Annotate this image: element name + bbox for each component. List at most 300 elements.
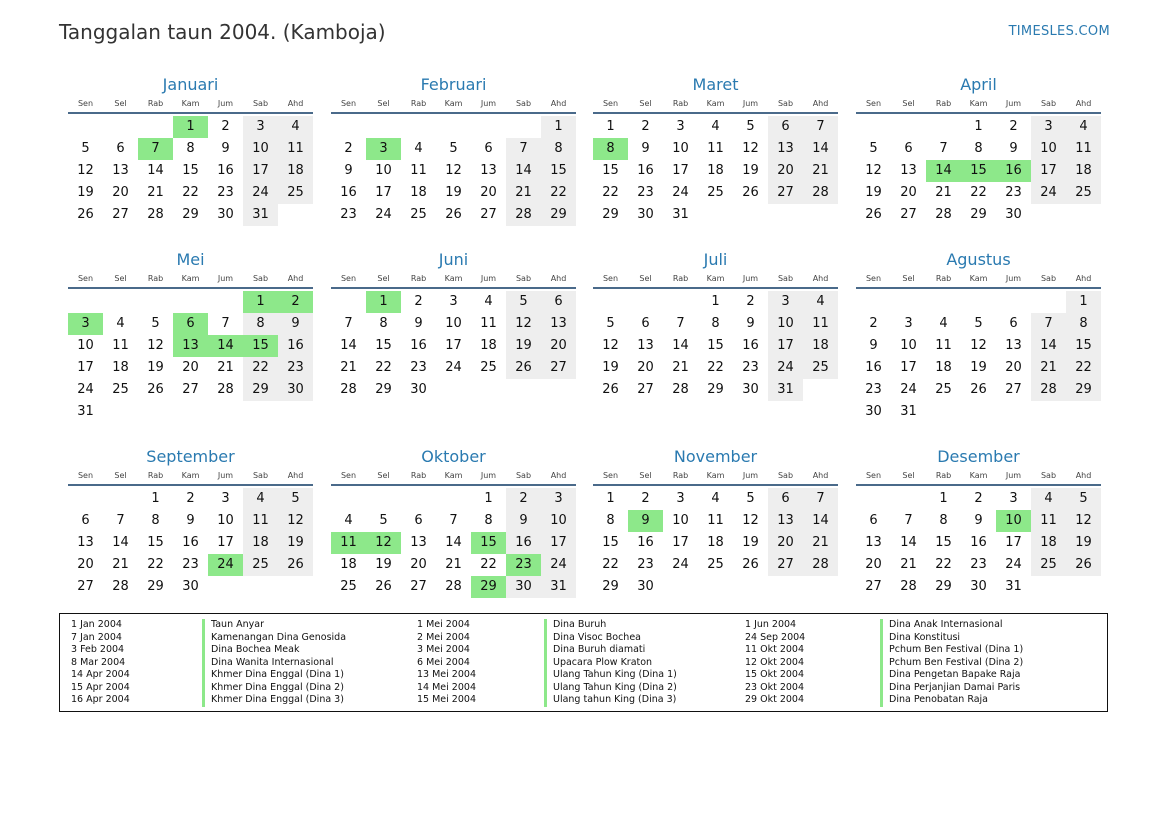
day-cell: 25 (112, 382, 129, 397)
day-cell: 12 (742, 141, 759, 156)
month-mei (68, 249, 313, 423)
day-grid (331, 488, 576, 598)
day-cell: 14 (112, 535, 129, 550)
day-cell: 2 (1009, 119, 1018, 134)
weekday-label: Sel (377, 99, 390, 108)
day-cell: 20 (1005, 360, 1022, 375)
legend-date: 14 Apr 2004 (71, 669, 130, 680)
day-cell: 5 (506, 291, 541, 313)
day-cell: 19 (77, 185, 94, 200)
day-cell: 25 (803, 357, 838, 379)
day-cell: 12 (1066, 510, 1101, 532)
day-cell: 20 (637, 360, 654, 375)
day-cell: 15 (935, 535, 952, 550)
day-cell: 29 (935, 579, 952, 594)
weekday-label: Ahd (1075, 471, 1092, 480)
day-cell: 22 (375, 360, 392, 375)
day-cell: 3 (449, 294, 458, 309)
legend-date: 1 Mei 2004 (417, 619, 470, 630)
day-cell: 5 (974, 316, 983, 331)
day-cell: 10 (243, 138, 278, 160)
month-februari (331, 74, 576, 226)
day-cell: 4 (1066, 116, 1101, 138)
day-cell: 8 (379, 316, 388, 331)
legend-date: 14 Mei 2004 (417, 681, 476, 693)
day-cell: 2 (974, 491, 983, 506)
month-name: Januari (162, 75, 219, 94)
day-cell: 18 (112, 360, 129, 375)
day-cell: 3 (366, 138, 401, 160)
day-cell: 11 (1066, 138, 1101, 160)
weekday-label: Ahd (550, 471, 567, 480)
day-cell: 30 (742, 382, 759, 397)
month-januari (68, 74, 313, 226)
month-april (856, 74, 1101, 226)
day-cell: 16 (637, 535, 654, 550)
day-cell: 11 (480, 316, 497, 331)
day-cell: 25 (340, 579, 357, 594)
day-cell: 7 (803, 116, 838, 138)
month-maret (593, 74, 838, 226)
legend-date: 29 Okt 2004 (745, 694, 805, 705)
day-cell: 30 (182, 579, 199, 594)
day-cell: 22 (602, 185, 619, 200)
day-cell: 20 (112, 185, 129, 200)
empty-cell (68, 291, 103, 313)
day-cell: 12 (366, 532, 401, 554)
legend-date: 8 Mar 2004 (71, 656, 126, 668)
month-desember (856, 446, 1101, 598)
weekday-label: Kam (969, 99, 988, 108)
legend-holiday-marker (202, 619, 205, 707)
day-cell: 18 (1031, 532, 1066, 554)
day-cell: 15 (1066, 335, 1101, 357)
empty-cell (926, 116, 961, 138)
weekday-label: Sen (602, 274, 619, 283)
day-cell: 3 (904, 316, 913, 331)
day-cell: 12 (278, 510, 313, 532)
weekday-header (331, 271, 576, 289)
day-cell: 22 (970, 185, 987, 200)
day-grid (593, 488, 838, 598)
day-cell: 5 (746, 119, 755, 134)
day-grid (856, 116, 1101, 226)
day-grid (331, 291, 576, 401)
legend-holiday-name: Dina Perjanjian Damai Paris (889, 681, 1021, 693)
legend-date: 12 Okt 2004 (745, 656, 805, 668)
weekday-label: Sel (902, 99, 915, 108)
day-cell: 11 (1031, 510, 1066, 532)
day-cell: 16 (637, 163, 654, 178)
day-cell: 11 (707, 141, 724, 156)
day-cell: 10 (445, 316, 462, 331)
empty-cell (506, 116, 541, 138)
day-cell: 13 (77, 535, 94, 550)
day-cell: 29 (602, 207, 619, 222)
empty-cell (1031, 291, 1066, 313)
day-cell: 18 (340, 557, 357, 572)
empty-cell (68, 116, 103, 138)
day-cell: 11 (410, 163, 427, 178)
day-cell: 19 (602, 360, 619, 375)
day-cell: 18 (410, 185, 427, 200)
day-cell: 6 (904, 141, 913, 156)
legend-holiday-name: Dina Penobatan Raja (889, 694, 988, 705)
day-cell: 25 (410, 207, 427, 222)
day-cell: 5 (1066, 488, 1101, 510)
day-cell: 16 (996, 160, 1031, 182)
day-cell: 23 (1005, 185, 1022, 200)
day-cell: 17 (445, 338, 462, 353)
empty-cell (891, 488, 926, 510)
day-cell: 4 (939, 316, 948, 331)
day-cell: 8 (243, 313, 278, 335)
legend-dates-column (71, 619, 130, 707)
weekday-label: Ahd (550, 99, 567, 108)
day-cell: 9 (278, 313, 313, 335)
day-cell: 14 (445, 535, 462, 550)
weekday-label: Sel (114, 99, 127, 108)
day-cell: 2 (641, 491, 650, 506)
day-cell: 9 (414, 316, 423, 331)
day-cell: 23 (742, 360, 759, 375)
weekday-label: Sab (1040, 274, 1057, 283)
day-cell: 14 (340, 338, 357, 353)
day-cell: 17 (672, 535, 689, 550)
weekday-label: Sab (1040, 471, 1057, 480)
weekday-header (593, 271, 838, 289)
month-name: Maret (692, 75, 739, 94)
day-cell: 20 (77, 557, 94, 572)
weekday-label: Sel (639, 471, 652, 480)
day-cell: 29 (375, 382, 392, 397)
weekday-label: Rab (410, 471, 427, 480)
day-cell: 6 (641, 316, 650, 331)
day-cell: 29 (243, 379, 278, 401)
weekday-label: Jum (742, 471, 759, 480)
day-cell: 28 (803, 182, 838, 204)
empty-cell (103, 291, 138, 313)
day-cell: 15 (541, 160, 576, 182)
day-cell: 1 (243, 291, 278, 313)
weekday-label: Sel (114, 471, 127, 480)
day-cell: 19 (147, 360, 164, 375)
weekday-label: Sel (377, 471, 390, 480)
day-cell: 13 (112, 163, 129, 178)
day-cell: 9 (628, 510, 663, 532)
day-cell: 18 (1066, 160, 1101, 182)
legend-date: 1 Jun 2004 (745, 619, 797, 630)
day-cell: 16 (506, 532, 541, 554)
day-cell: 3 (676, 491, 685, 506)
day-cell: 29 (602, 579, 619, 594)
day-cell: 3 (676, 119, 685, 134)
day-cell: 19 (1066, 532, 1101, 554)
weekday-label: Sab (252, 471, 269, 480)
day-cell: 9 (506, 510, 541, 532)
empty-cell (926, 291, 961, 313)
day-cell: 30 (865, 404, 882, 419)
day-cell: 7 (939, 141, 948, 156)
day-cell: 4 (344, 513, 353, 528)
day-cell: 21 (1031, 357, 1066, 379)
day-cell: 5 (379, 513, 388, 528)
month-oktober (331, 446, 576, 598)
day-cell: 11 (935, 338, 952, 353)
empty-cell (856, 291, 891, 313)
day-cell: 25 (480, 360, 497, 375)
day-cell: 16 (217, 163, 234, 178)
day-cell: 23 (182, 557, 199, 572)
day-cell: 10 (77, 338, 94, 353)
weekday-label: Ahd (287, 471, 304, 480)
day-cell: 30 (217, 207, 234, 222)
day-cell: 14 (803, 510, 838, 532)
day-cell: 8 (711, 316, 720, 331)
day-cell: 14 (672, 338, 689, 353)
holiday-legend (59, 613, 1108, 712)
legend-date: 15 Mei 2004 (417, 694, 476, 705)
legend-date: 13 Mei 2004 (417, 669, 476, 680)
day-cell: 1 (974, 119, 983, 134)
day-cell: 11 (112, 338, 129, 353)
day-cell: 2 (506, 488, 541, 510)
weekday-label: Jum (1005, 274, 1022, 283)
weekday-header (856, 271, 1101, 289)
day-cell: 9 (221, 141, 230, 156)
weekday-label: Rab (935, 99, 952, 108)
weekday-label: Rab (672, 99, 689, 108)
day-cell: 17 (217, 535, 234, 550)
day-cell: 3 (221, 491, 230, 506)
day-cell: 29 (471, 576, 506, 598)
day-cell: 16 (742, 338, 759, 353)
day-cell: 6 (768, 488, 803, 510)
weekday-label: Rab (672, 471, 689, 480)
weekday-label: Kam (444, 99, 463, 108)
day-cell: 16 (970, 535, 987, 550)
day-cell: 28 (935, 207, 952, 222)
day-cell: 23 (340, 207, 357, 222)
legend-holiday-name: Khmer Dina Enggal (Dina 3) (211, 694, 344, 705)
day-cell: 17 (1031, 160, 1066, 182)
day-cell: 28 (506, 204, 541, 226)
day-cell: 16 (278, 335, 313, 357)
day-grid (68, 291, 313, 423)
day-cell: 19 (865, 185, 882, 200)
day-cell: 12 (506, 313, 541, 335)
day-cell: 27 (77, 579, 94, 594)
legend-names-column (211, 619, 346, 707)
day-cell: 17 (900, 360, 917, 375)
day-cell: 25 (935, 382, 952, 397)
weekday-label: Sab (252, 274, 269, 283)
empty-cell (401, 116, 436, 138)
weekday-label: Sen (865, 99, 882, 108)
legend-holiday-name: Dina Bochea Meak (211, 644, 300, 655)
day-cell: 10 (900, 338, 917, 353)
day-cell: 27 (541, 357, 576, 379)
empty-cell (628, 291, 663, 313)
day-cell: 7 (904, 513, 913, 528)
empty-cell (366, 488, 401, 510)
day-cell: 24 (1031, 182, 1066, 204)
day-cell: 26 (278, 554, 313, 576)
day-cell: 29 (970, 207, 987, 222)
day-cell: 4 (803, 291, 838, 313)
weekday-label: Sen (865, 471, 882, 480)
day-cell: 25 (243, 554, 278, 576)
day-cell: 13 (480, 163, 497, 178)
day-cell: 14 (208, 335, 243, 357)
weekday-label: Jum (742, 274, 759, 283)
weekday-label: Sab (777, 274, 794, 283)
weekday-header (593, 468, 838, 486)
empty-cell (856, 488, 891, 510)
day-cell: 7 (221, 316, 230, 331)
weekday-label: Ahd (287, 99, 304, 108)
empty-cell (436, 488, 471, 510)
weekday-label: Sab (515, 471, 532, 480)
day-grid (593, 291, 838, 401)
day-cell: 14 (1031, 335, 1066, 357)
day-cell: 20 (480, 185, 497, 200)
day-cell: 30 (410, 382, 427, 397)
day-cell: 1 (366, 291, 401, 313)
day-cell: 18 (707, 163, 724, 178)
weekday-label: Ahd (1075, 99, 1092, 108)
day-cell: 24 (375, 207, 392, 222)
legend-holiday-marker (880, 619, 883, 707)
day-cell: 24 (672, 185, 689, 200)
empty-cell (891, 116, 926, 138)
site-link[interactable]: TIMESLES.COM (1008, 24, 1110, 39)
day-cell: 13 (1005, 338, 1022, 353)
day-cell: 5 (151, 316, 160, 331)
day-cell: 12 (742, 513, 759, 528)
day-cell: 29 (147, 579, 164, 594)
day-cell: 21 (340, 360, 357, 375)
weekday-label: Sen (340, 274, 357, 283)
empty-cell (436, 116, 471, 138)
day-cell: 23 (970, 557, 987, 572)
day-cell: 21 (147, 185, 164, 200)
day-cell: 24 (672, 557, 689, 572)
day-cell: 28 (340, 382, 357, 397)
day-cell: 27 (1005, 382, 1022, 397)
weekday-label: Kam (969, 471, 988, 480)
legend-dates-column (745, 619, 805, 707)
day-cell: 17 (541, 532, 576, 554)
day-cell: 5 (449, 141, 458, 156)
legend-names-column (553, 619, 677, 707)
day-cell: 20 (865, 557, 882, 572)
day-cell: 2 (414, 294, 423, 309)
day-cell: 1 (484, 491, 493, 506)
day-cell: 13 (768, 510, 803, 532)
day-cell: 25 (707, 557, 724, 572)
legend-holiday-name: Kamenangan Dina Genosida (211, 631, 347, 643)
day-cell: 18 (707, 535, 724, 550)
weekday-label: Jum (217, 274, 234, 283)
day-cell: 7 (1031, 313, 1066, 335)
weekday-header (331, 96, 576, 114)
day-cell: 29 (1066, 379, 1101, 401)
weekday-label: Jum (742, 99, 759, 108)
day-cell: 14 (147, 163, 164, 178)
day-cell: 21 (445, 557, 462, 572)
day-cell: 28 (900, 579, 917, 594)
day-cell: 27 (480, 207, 497, 222)
month-name: Mei (176, 250, 205, 269)
legend-date: 11 Okt 2004 (745, 644, 805, 655)
weekday-label: Sab (1040, 99, 1057, 108)
weekday-label: Sel (902, 274, 915, 283)
day-cell: 8 (186, 141, 195, 156)
day-cell: 15 (243, 335, 278, 357)
day-cell: 6 (869, 513, 878, 528)
empty-cell (331, 291, 366, 313)
day-cell: 26 (742, 185, 759, 200)
day-cell: 8 (541, 138, 576, 160)
legend-date: 2 Mei 2004 (417, 631, 470, 643)
day-cell: 13 (173, 335, 208, 357)
day-cell: 24 (208, 554, 243, 576)
day-cell: 3 (1009, 491, 1018, 506)
day-cell: 11 (278, 138, 313, 160)
day-cell: 2 (869, 316, 878, 331)
day-cell: 30 (1005, 207, 1022, 222)
month-name: Juli (703, 250, 728, 269)
weekday-label: Jum (1005, 99, 1022, 108)
empty-cell (663, 291, 698, 313)
day-cell: 15 (961, 160, 996, 182)
day-cell: 7 (344, 316, 353, 331)
day-cell: 31 (672, 207, 689, 222)
day-cell: 1 (173, 116, 208, 138)
day-cell: 15 (182, 163, 199, 178)
weekday-label: Sel (902, 471, 915, 480)
day-cell: 27 (112, 207, 129, 222)
day-cell: 17 (243, 160, 278, 182)
day-cell: 8 (593, 138, 628, 160)
legend-date: 6 Mei 2004 (417, 656, 470, 668)
day-cell: 26 (77, 207, 94, 222)
day-cell: 18 (480, 338, 497, 353)
day-cell: 26 (1066, 554, 1101, 576)
weekday-label: Sel (114, 274, 127, 283)
empty-cell (593, 291, 628, 313)
weekday-label: Sen (340, 471, 357, 480)
day-cell: 1 (711, 294, 720, 309)
day-cell: 19 (506, 335, 541, 357)
day-cell: 22 (541, 182, 576, 204)
weekday-label: Sab (515, 99, 532, 108)
day-cell: 10 (672, 141, 689, 156)
day-cell: 16 (340, 185, 357, 200)
day-cell: 1 (606, 491, 615, 506)
legend-holiday-name: Dina Konstitusi (889, 631, 961, 643)
weekday-label: Kam (181, 99, 200, 108)
day-cell: 31 (541, 576, 576, 598)
day-cell: 8 (151, 513, 160, 528)
day-cell: 21 (217, 360, 234, 375)
weekday-label: Rab (410, 99, 427, 108)
empty-cell (996, 291, 1031, 313)
day-cell: 6 (484, 141, 493, 156)
day-cell: 13 (900, 163, 917, 178)
day-cell: 4 (116, 316, 125, 331)
